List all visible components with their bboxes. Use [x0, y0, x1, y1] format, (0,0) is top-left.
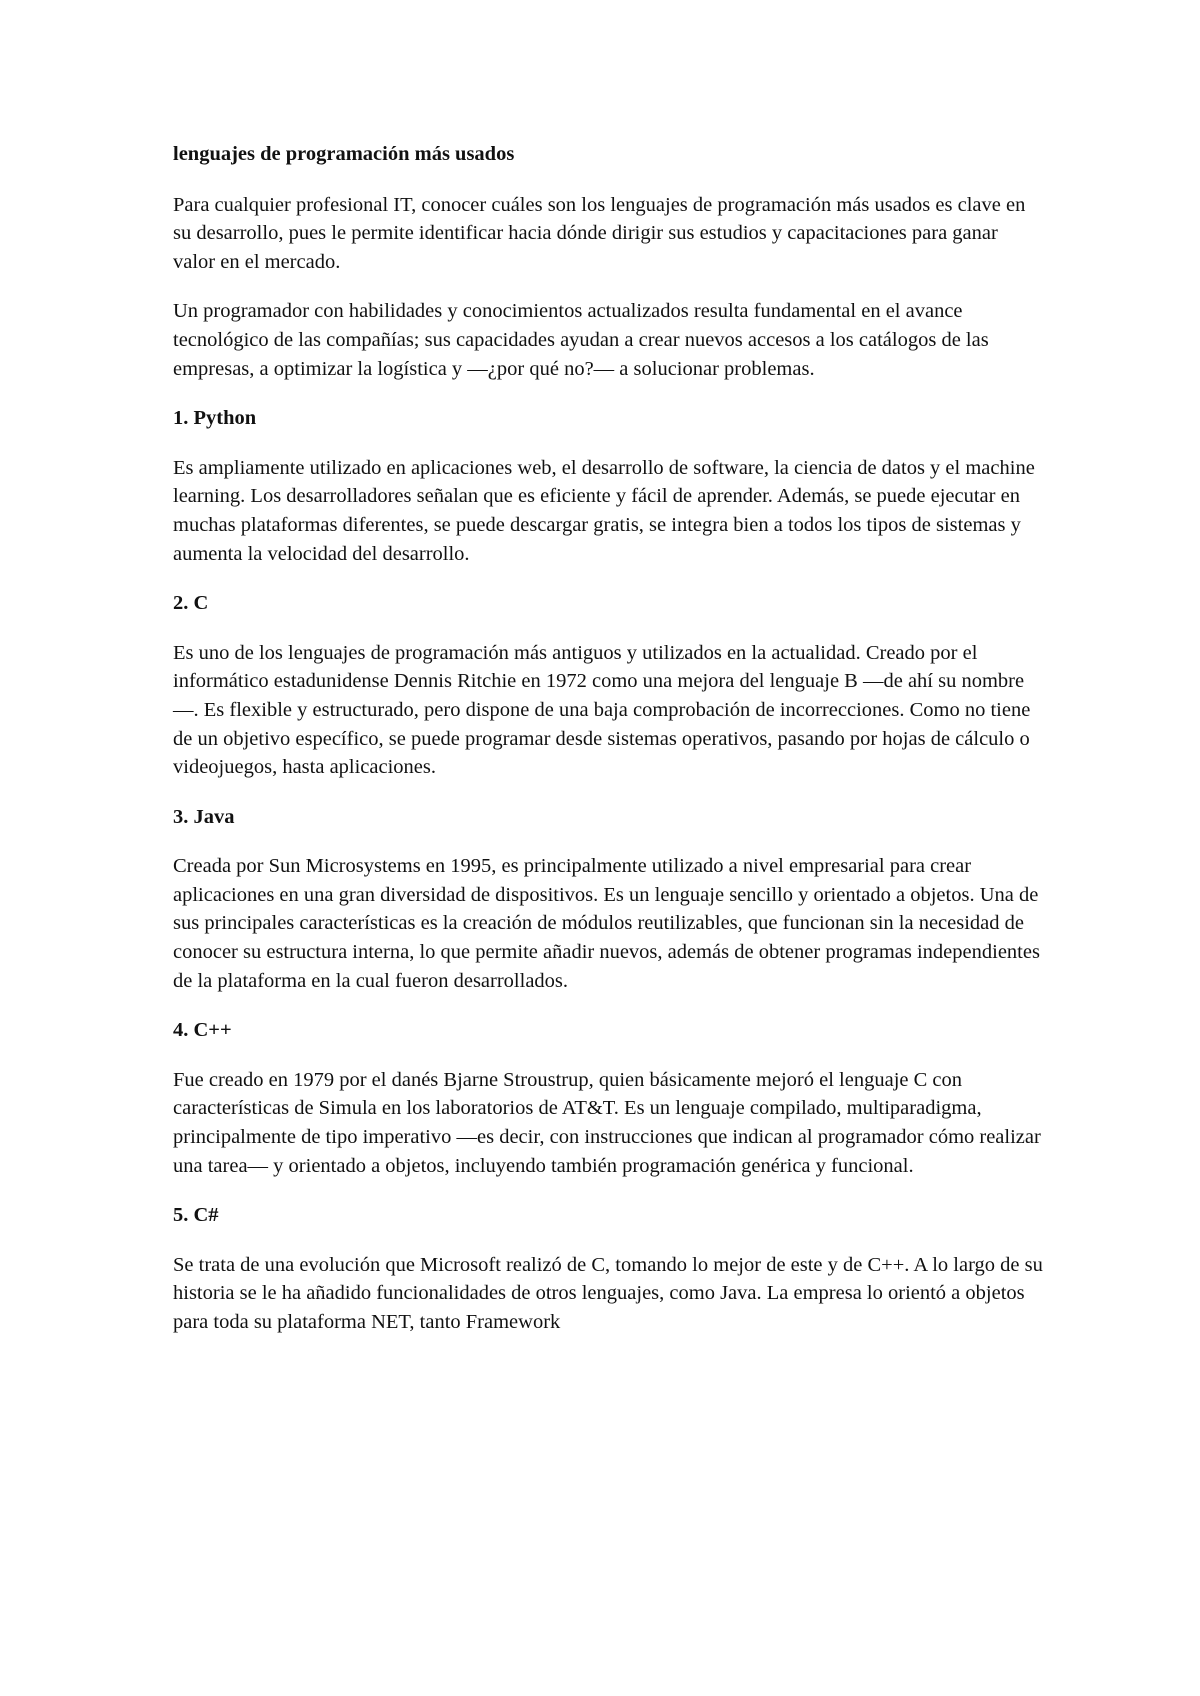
- document-title: lenguajes de programación más usados: [173, 143, 515, 165]
- section-heading-java: 3. Java: [173, 805, 235, 828]
- intro-paragraph-1: Para cualquier profesional IT, conocer cuáles son los lenguajes de programación más usados es clave en su desarrollo, pues le permite identificar hacia dónde dirigir sus estudios y capacitaciones para ganar valor en el mercado.: [173, 193, 1026, 273]
- section-body-java: Creada por Sun Microsystems en 1995, es principalmente utilizado a nivel empresarial para crear aplicaciones en una gran diversidad de dispositivos. Es un lenguaje sencillo y orientado a objetos. Una de sus principales características es la creación de módulos reutilizables, que funcionan sin la necesidad de conocer su estructura interna, lo que permite añadir nuevos, además de obtener programas independientes de la plataforma en la cual fueron desarrollados.: [173, 855, 1040, 992]
- section-body-csharp: Se trata de una evolución que Microsoft realizó de C, tomando lo mejor de este y de C++. A lo largo de su historia se le ha añadido funcionalidades de otros lenguajes, como Java. La empresa lo orientó a objetos para toda su plataforma NET, tanto Framework: [173, 1253, 1043, 1333]
- section-heading-cpp: 4. C++: [173, 1019, 232, 1042]
- section-heading-c: 2. C: [173, 592, 209, 615]
- document-page: [173, 140, 1043, 1358]
- intro-paragraph-2: Un programador con habilidades y conocimientos actualizados resulta fundamental en el avance tecnológico de las compañías; sus capacidades ayudan a crear nuevos accesos a los catálogos de las empresas, a optimizar la logística y —¿por qué no?— a solucionar problemas.: [173, 300, 989, 380]
- section-body-python: Es ampliamente utilizado en aplicaciones web, el desarrollo de software, la ciencia de datos y el machine learning. Los desarrolladores señalan que es eficiente y fácil de aprender. Además, se puede ejecutar en muchas plataformas diferentes, se puede descargar gratis, se integra bien a todos los tipos de sistemas y aumenta la velocidad del desarrollo.: [173, 456, 1035, 565]
- section-heading-python: 1. Python: [173, 407, 257, 430]
- section-body-c: Es uno de los lenguajes de programación más antiguos y utilizados en la actualidad. Creado por el informático estadunidense Dennis Ritchie en 1972 como una mejora del lenguaje B —de ahí su nombre—. Es flexible y estructurado, pero dispone de una baja comprobación de incorrecciones. Como no tiene de un objetivo específico, se puede programar desde sistemas operativos, pasando por hojas de cálculo o videojuegos, hasta aplicaciones.: [173, 641, 1031, 779]
- section-body-cpp: Fue creado en 1979 por el danés Bjarne Stroustrup, quien básicamente mejoró el lenguaje C con características de Simula en los laboratorios de AT&T. Es un lenguaje compilado, multiparadigma, principalmente de tipo imperativo —es decir, con instrucciones que indican al programador cómo realizar una tarea— y orientado a objetos, incluyendo también programación genérica y funcional.: [173, 1068, 1041, 1177]
- section-heading-csharp: 5. C#: [173, 1204, 219, 1227]
